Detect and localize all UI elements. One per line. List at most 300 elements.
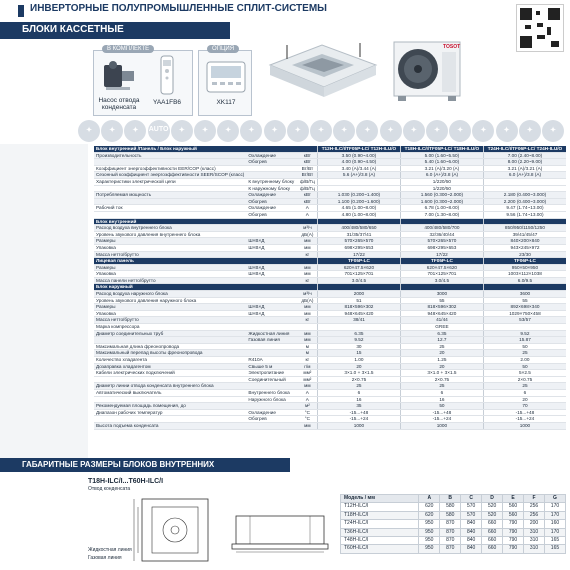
spec-param-sub: К внутреннему блоку: [246, 178, 297, 185]
spec-row: [94, 225, 566, 232]
spec-param-sub: Свыше 5 м: [246, 363, 297, 370]
spec-param-sub: [246, 324, 297, 331]
dims-cell: 256: [524, 503, 545, 511]
spec-value: 5.6 (A+)/3.8 (A): [317, 172, 400, 179]
spec-param-name: Диаметр линии отвода конденсата внутреннего блока: [94, 383, 246, 390]
spec-header-model: T18H-ILC/I/TF05P-LC/ T18H-ILU/O: [400, 146, 483, 152]
spec-param-name: Диапазон рабочих температур: [94, 409, 246, 416]
spec-value: 50: [483, 343, 566, 350]
dims-row: [341, 520, 566, 528]
spec-group-title: Блок наружный: [94, 284, 317, 291]
spec-param-name: [94, 185, 246, 192]
spec-param-name: Сезонный коэффициент энергоэффективности SEER/SCOP (класс): [96, 172, 245, 178]
dims-header-cell: A: [419, 495, 440, 503]
feature-icon-glyph: ✦: [86, 127, 92, 134]
dims-cell: 170: [544, 528, 565, 536]
dims-cell: 620: [419, 511, 440, 519]
spec-row: [94, 409, 566, 416]
spec-row: [94, 185, 566, 192]
dims-row: [341, 528, 566, 536]
spec-value: 570×265×570: [317, 238, 400, 245]
spec-value: 1029×750×458: [483, 310, 566, 317]
dims-cell: T48H-ILC/I: [341, 537, 419, 545]
spec-param-sub: [246, 403, 297, 410]
spec-value: 5×2.5: [483, 370, 566, 377]
spec-value: 701×125×701: [400, 271, 483, 278]
spec-value: 35: [317, 403, 400, 410]
spec-row: [94, 192, 566, 199]
spec-unit: ф/В/Гц: [298, 178, 318, 185]
spec-row: [94, 403, 566, 410]
spec-row: [94, 172, 566, 179]
spec-unit: мм: [298, 330, 318, 337]
spec-param-name: Масса нетто/брутто: [94, 251, 246, 258]
feature-icon-glyph: ✦: [341, 127, 348, 134]
feature-icon-glyph: ✦: [132, 127, 139, 134]
spec-value: 4.80 (1.00~8.00): [317, 211, 400, 218]
dims-row: [341, 503, 566, 511]
spec-unit: ф/В/Гц: [298, 185, 318, 192]
spec-value: 3.40 (A)/3.44 (A): [317, 165, 400, 172]
dims-cell: 170: [544, 511, 565, 519]
spec-value: 7.00 (1.30~8.00): [400, 211, 483, 218]
spec-row: [94, 198, 566, 205]
spec-value: 3600: [483, 291, 566, 298]
spec-unit: мм: [298, 271, 318, 278]
spec-row: [94, 357, 566, 364]
feature-icon: [287, 120, 309, 142]
dimensions-title: ГАБАРИТНЫЕ РАЗМЕРЫ БЛОКОВ ВНУТРЕННИХ: [22, 460, 215, 469]
dims-cell: 580: [440, 503, 461, 511]
spec-unit: кг: [298, 277, 318, 284]
spec-value: 20: [400, 363, 483, 370]
dims-header-cell: G: [544, 495, 565, 503]
spec-value: 25: [400, 383, 483, 390]
spec-value: 943×245×972: [483, 244, 566, 251]
spec-value: 620×47.5×620: [400, 264, 483, 271]
spec-param-name: [94, 211, 246, 218]
wired-controller-image: [206, 61, 246, 93]
spec-group-model: [400, 284, 483, 291]
dims-cell: 310: [524, 545, 545, 553]
feature-icon-glyph: ✦: [364, 127, 371, 134]
spec-value: 6.35: [400, 330, 483, 337]
pump-caption: Насос отвода конденсата: [98, 97, 140, 111]
spec-value: 70: [483, 403, 566, 410]
spec-value: 2000: [317, 291, 400, 298]
spec-header-model: T12H-ILC/I/TF05P-LC/ T12H-ILU/O: [317, 146, 400, 152]
feature-icon: [124, 120, 146, 142]
dims-cell: 870: [440, 545, 461, 553]
spec-value: 25: [483, 350, 566, 357]
spec-unit: мм: [298, 383, 318, 390]
dims-cell: 165: [544, 545, 565, 553]
spec-value: 55: [483, 297, 566, 304]
feature-icon: [194, 120, 216, 142]
spec-unit: мм: [298, 238, 318, 245]
spec-row: [94, 291, 566, 298]
spec-param-name: Масса нетто/брутто: [94, 317, 246, 324]
spec-param-name: Автоматический выключатель: [94, 389, 246, 396]
dims-cell: 570: [461, 503, 482, 511]
spec-unit: кг: [298, 251, 318, 258]
top-bar: [0, 0, 570, 22]
dims-cell: T12H-ILC/I: [341, 503, 419, 511]
spec-value: 31/35/37/41: [317, 231, 400, 238]
spec-value: 2×0.75: [317, 376, 400, 383]
spec-value: 1000: [400, 422, 483, 429]
spec-unit: кВт: [298, 159, 318, 166]
spec-param-sub: Ш×В×Д: [246, 264, 297, 271]
spec-row: [94, 389, 566, 396]
spec-group-title: Лицевая панель: [94, 258, 317, 265]
dims-cell: 620: [419, 503, 440, 511]
spec-value: 1/220/50: [400, 185, 483, 192]
spec-value: 12.7: [400, 337, 483, 344]
spec-param-name: Рекомендуемая площадь помещения, до: [94, 403, 246, 410]
feature-icon-glyph: ✦: [248, 127, 255, 134]
dims-cell: T36H-ILC/I: [341, 528, 419, 536]
dims-cell: 790: [503, 545, 524, 553]
spec-value: 1.030 (0.200~1.400): [317, 192, 400, 199]
dims-cell: 950: [419, 528, 440, 536]
spec-header-row: [94, 146, 566, 152]
feature-icon-glyph: ✦: [225, 127, 232, 134]
spec-param-name: Потребляемая мощность: [94, 192, 246, 199]
dims-cell: 840: [461, 545, 482, 553]
callout-liquid-line: Жидкостная линия: [88, 547, 132, 553]
dimensions-table: [340, 494, 566, 554]
spec-param-name: Рабочий ток: [94, 205, 246, 212]
spec-unit: мм²: [298, 370, 318, 377]
spec-value: 850/950/1150/1250: [483, 225, 566, 232]
spec-param-sub: [246, 172, 297, 179]
spec-unit: м³/ч: [298, 225, 318, 232]
spec-param-name: Упаковка: [94, 310, 246, 317]
spec-param-name: Упаковка: [94, 244, 246, 251]
spec-unit: г/м: [298, 363, 318, 370]
spec-unit: кВт: [298, 152, 318, 159]
spec-value: 1000: [483, 422, 566, 429]
spec-value: 3000: [400, 291, 483, 298]
feature-icon-glyph: ✦: [503, 127, 510, 134]
dims-cell: 200: [524, 520, 545, 528]
spec-row: [94, 277, 566, 284]
spec-row: [94, 297, 566, 304]
spec-value: 5.40 (1.60~6.00): [400, 159, 483, 166]
spec-table: [94, 146, 566, 430]
section-header: [0, 22, 230, 39]
spec-row: [94, 324, 566, 331]
spec-group-model: [317, 284, 400, 291]
pump-image: [100, 57, 140, 93]
spec-unit: А: [298, 205, 318, 212]
page-title: ИНВЕРТОРНЫЕ ПОЛУПРОМЫШЛЕННЫЕ СПЛИТ-СИСТЕМЫ: [30, 3, 327, 14]
feature-icon: [171, 120, 193, 142]
spec-value: 9.52: [483, 330, 566, 337]
spec-unit: мм: [298, 337, 318, 344]
option-caption: XK117: [216, 99, 236, 106]
spec-value: 20: [317, 363, 400, 370]
spec-row: [94, 159, 566, 166]
spec-value: 3.50 (0.90~4.00): [317, 152, 400, 159]
spec-unit: мм: [298, 422, 318, 429]
spec-value: 3.21 (A)/3.20 (A): [400, 165, 483, 172]
spec-value: 2.180 (0.400~3.000): [483, 192, 566, 199]
spec-value: 25: [483, 383, 566, 390]
dims-cell: 560: [503, 511, 524, 519]
spec-param-name: Уровень звукового давления внутреннего блока: [94, 231, 246, 238]
spec-value: -15...+24: [400, 416, 483, 423]
spec-param-sub: Охлаждение: [246, 152, 297, 159]
spec-value: 1.00: [317, 357, 400, 364]
spec-unit: °C: [298, 409, 318, 416]
spec-unit: дБ(А): [298, 231, 318, 238]
feature-icon-glyph: ✦: [318, 127, 324, 134]
spec-unit: А: [298, 396, 318, 403]
dims-header-cell: B: [440, 495, 461, 503]
spec-unit: дБ(А): [298, 297, 318, 304]
feature-icon-glyph: ✦: [387, 127, 394, 134]
spec-row: [94, 165, 566, 172]
spec-value: 4.65 (1.00~8.00): [317, 205, 400, 212]
spec-value: 6.0 (A+)/3.8 (A): [483, 172, 566, 179]
spec-value: 818×596×302: [400, 304, 483, 311]
dims-cell: 840: [461, 537, 482, 545]
dims-header-cell: E: [503, 495, 524, 503]
spec-row: [94, 211, 566, 218]
dims-cell: 790: [503, 537, 524, 545]
spec-unit: м²: [298, 403, 318, 410]
drawing-side-view: [230, 512, 330, 554]
dims-cell: 165: [544, 537, 565, 545]
spec-value: 20: [483, 396, 566, 403]
spec-value: 3.0/4.5: [400, 277, 483, 284]
feature-icon: [449, 120, 471, 142]
spec-value: 50: [483, 363, 566, 370]
spec-value: 5.00 (1.60~5.50): [400, 152, 483, 159]
spec-value: 17/22: [400, 251, 483, 258]
spec-value: 16: [317, 396, 400, 403]
spec-row: [94, 416, 566, 423]
spec-group-model: TF05P-LC: [317, 258, 400, 265]
dims-cell: 840: [461, 528, 482, 536]
spec-param-sub: Охлаждение: [246, 192, 297, 199]
dims-cell: 310: [524, 528, 545, 536]
spec-param-name: Количество хладагента: [94, 357, 246, 364]
spec-value: 50: [400, 403, 483, 410]
spec-value: 15.87: [483, 337, 566, 344]
feature-icon: [217, 120, 239, 142]
feature-icon-glyph: ✦: [271, 127, 278, 134]
spec-value: 23/30: [483, 251, 566, 258]
dims-cell: 310: [524, 537, 545, 545]
spec-value: 4.00 (0.90~4.50): [317, 159, 400, 166]
spec-value: 2×0.75: [483, 376, 566, 383]
feature-icon-row: [78, 120, 566, 144]
spec-value: 1/220/50: [400, 178, 483, 185]
spec-value: 570×265×570: [400, 238, 483, 245]
spec-value: [483, 178, 566, 185]
spec-value: 3.0/4.5: [317, 277, 400, 284]
feature-icon-glyph: ✦: [526, 127, 533, 134]
feature-icon-glyph: ✦: [294, 127, 301, 134]
spec-param-sub: [246, 277, 297, 284]
spec-unit: А: [298, 211, 318, 218]
spec-param-sub: К наружному блоку: [246, 185, 297, 192]
spec-row: [94, 383, 566, 390]
spec-value: 3.21 (A)/3.21 (A): [483, 165, 566, 172]
dims-cell: 580: [440, 511, 461, 519]
spec-row: [94, 396, 566, 403]
spec-value: -15...+24: [317, 416, 400, 423]
spec-value: 9.47 (1.74~13.00): [483, 205, 566, 212]
spec-value: 39/41/45/47: [483, 231, 566, 238]
left-gutter: [0, 144, 88, 458]
spec-value: 2×0.75: [400, 376, 483, 383]
spec-value: 698×295×653: [317, 244, 400, 251]
spec-unit: мм: [298, 244, 318, 251]
spec-value: 9.56 (1.74~13.00): [483, 211, 566, 218]
spec-param-sub: R410A: [246, 357, 297, 364]
spec-value: 948×645×420: [317, 310, 400, 317]
feature-icon-glyph: ✦: [202, 127, 208, 134]
spec-param-name: Размеры: [94, 304, 246, 311]
spec-group-row: [94, 218, 566, 225]
spec-unit: Вт/Вт: [298, 165, 318, 172]
brand-logo: TOSOT: [443, 44, 461, 50]
spec-value: 8.00 (2.20~9.00): [483, 159, 566, 166]
spec-value: 38/41: [317, 317, 400, 324]
feature-icon-glyph: ✦: [480, 127, 487, 134]
outdoor-unit-image: [388, 36, 466, 108]
spec-value: 2.200 (0.400~3.000): [483, 198, 566, 205]
spec-value: [317, 178, 400, 185]
spec-param-name: Коэффициент энергоэффективности EER/COP (класс): [94, 165, 246, 172]
spec-unit: кг: [298, 357, 318, 364]
feature-icon: [496, 120, 518, 142]
spec-row: [94, 310, 566, 317]
dims-cell: 840: [461, 520, 482, 528]
spec-param-sub: Ш×В×Д: [246, 238, 297, 245]
spec-group-row: [94, 258, 566, 265]
spec-row: [94, 350, 566, 357]
spec-row: [94, 244, 566, 251]
spec-row: [94, 271, 566, 278]
dims-header-cell: Модель / мм: [341, 495, 419, 503]
remote-caption: YAA1FB6: [152, 99, 182, 106]
spec-param-sub: Электропитание: [246, 370, 297, 377]
dims-header-cell: D: [482, 495, 503, 503]
spec-unit: мм²: [298, 376, 318, 383]
spec-param-name: Дозаправка хладагентом: [94, 363, 246, 370]
spec-param-sub: Жидкостная линия: [246, 330, 297, 337]
kit-label: В КОМПЛЕКТЕ: [102, 45, 154, 53]
condensate-drain-label: Отвод конденсата: [88, 486, 131, 492]
spec-param-sub: Ш×В×Д: [246, 271, 297, 278]
dims-cell: 950: [419, 520, 440, 528]
spec-value: 818×596×302: [317, 304, 400, 311]
spec-value: 17/22: [317, 251, 400, 258]
dims-header-cell: C: [461, 495, 482, 503]
spec-value: [483, 185, 566, 192]
feature-icon: [403, 120, 425, 142]
spec-value: [483, 324, 566, 331]
spec-row: [94, 337, 566, 344]
dims-cell: 560: [503, 503, 524, 511]
dimensions-header: [0, 458, 290, 472]
dims-cell: 870: [440, 537, 461, 545]
callout-gas-line: Газовая линия: [88, 555, 122, 561]
spec-row: [94, 343, 566, 350]
spec-group-model: TF05P-LC: [400, 258, 483, 265]
spec-value: 30: [317, 343, 400, 350]
spec-param-name: [94, 159, 246, 166]
spec-param-sub: [246, 231, 297, 238]
feature-icon: [148, 120, 170, 142]
dims-cell: 790: [503, 528, 524, 536]
feature-icon: [310, 120, 332, 142]
spec-param-name: Кабели электрических подключений: [94, 370, 246, 377]
spec-param-sub: [246, 383, 297, 390]
feature-icon: [356, 120, 378, 142]
spec-unit: кВт: [298, 198, 318, 205]
spec-value: 6.35: [317, 330, 400, 337]
spec-param-sub: Ш×В×Д: [246, 244, 297, 251]
spec-value: 53/57: [483, 317, 566, 324]
dims-cell: 660: [482, 528, 503, 536]
spec-header-model: T24H-ILC/I/TF06P-LC/ T24H-ILU/O: [483, 146, 566, 152]
spec-row: [94, 205, 566, 212]
spec-value: 1.100 (0.200~1.600): [317, 198, 400, 205]
feature-icon: [542, 120, 564, 142]
qr-code: [516, 4, 564, 52]
spec-value: 41/44: [400, 317, 483, 324]
spec-row: [94, 231, 566, 238]
feature-icon: [264, 120, 286, 142]
dims-cell: 660: [482, 537, 503, 545]
spec-value: 840×200×840: [483, 238, 566, 245]
spec-value: 948×645×420: [400, 310, 483, 317]
spec-unit: мм: [298, 264, 318, 271]
feature-icon-glyph: ✦: [434, 127, 440, 134]
section-title: БЛОКИ КАССЕТНЫЕ: [22, 24, 124, 35]
spec-value: 620×47.5×620: [317, 264, 400, 271]
dims-row: [341, 511, 566, 519]
dims-cell: 160: [544, 520, 565, 528]
spec-row: [94, 422, 566, 429]
feature-icon: [101, 120, 123, 142]
spec-param-sub: Охлаждение: [246, 409, 297, 416]
spec-group-model: TF06P-LC: [483, 258, 566, 265]
spec-param-name: Марка компрессора: [94, 324, 246, 331]
feature-icon: [240, 120, 262, 142]
spec-group-model: [317, 218, 400, 225]
dims-cell: 790: [503, 520, 524, 528]
spec-value: 1003×112×1038: [483, 271, 566, 278]
spec-row: [94, 330, 566, 337]
spec-value: 892×698×340: [483, 304, 566, 311]
dims-row: [341, 545, 566, 553]
dims-cell: 660: [482, 520, 503, 528]
dims-cell: T60H-ILC/I: [341, 545, 419, 553]
spec-param-sub: Наружного блока: [246, 396, 297, 403]
spec-group-model: [483, 284, 566, 291]
dims-row: [341, 537, 566, 545]
feature-icon: [380, 120, 402, 142]
dims-cell: T24H-ILC/I: [341, 520, 419, 528]
spec-row: [94, 152, 566, 159]
